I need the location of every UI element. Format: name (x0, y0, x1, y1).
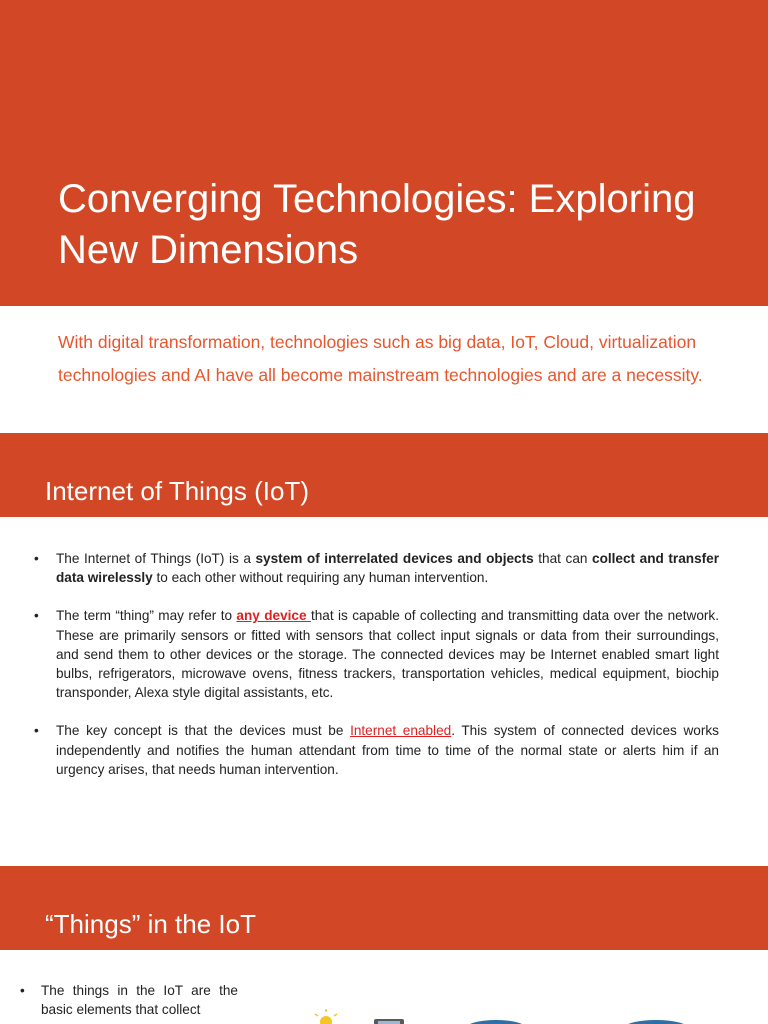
iot-devices-illustration (300, 1008, 740, 1024)
iot-bullet-key-concept (34, 721, 719, 779)
any-device-link[interactable]: any device (236, 608, 311, 624)
text-run: that is capable of collecting and transmitting data over the network. These are primarily sensors or fitted with sensors that collect input signals or data from their surroundings, and send them to other devices or the storage. The connected devices may be Internet enabled smart light bulbs, refrigerators, microwave ovens, fitness trackers, transportation vehicles, medical equipment, biochip transponder, Alexa style digital assistants, etc. (56, 608, 719, 701)
text-run: that can (533, 551, 593, 566)
text-run: The key concept is that the devices must be (56, 723, 351, 739)
hub-device-icon (624, 1020, 688, 1024)
things-bullet-basic-elements: • The things in the IoT are the basic elements that collect (20, 981, 238, 1019)
things-section-banner (0, 866, 768, 950)
text-run: to each other without requiring any human intervention. (152, 570, 489, 586)
bold-text-run: system of interrelated devices and objects (255, 551, 534, 566)
title-slide (0, 0, 768, 306)
iot-bullet-thing (34, 606, 719, 702)
cloud-device-icon (466, 1020, 526, 1024)
iot-bullet-list (34, 549, 719, 798)
presentation-title: Converging Technologies: Exploring New Dimensions (58, 177, 696, 272)
presentation-subtitle: With digital transformation, technologies such as big data, IoT, Cloud, virtualization technologies and AI have all become mainstream technologies and are a necessity. (58, 332, 703, 385)
appliance-icon (374, 1019, 404, 1024)
text-run: The Internet of Things (IoT) is a (56, 551, 256, 566)
bold-text-run: collect and transfer data wirelessly (56, 551, 720, 586)
internet-enabled-link[interactable]: Internet enabled (350, 723, 452, 739)
things-bullet-list (20, 981, 238, 1019)
text-run: . This system of connected devices works independently and notifies the human attendant from time to time of the normal state or alerts him if an urgency arises, that needs human intervention. (56, 723, 719, 777)
iot-section-banner (0, 433, 768, 517)
iot-bullet-definition (34, 549, 719, 587)
light-bulb-icon (315, 1009, 337, 1024)
iot-section-heading: Internet of Things (IoT) (45, 476, 309, 506)
text-run: The term “thing” may refer to (56, 608, 237, 624)
things-section-heading: “Things” in the IoT (45, 909, 256, 939)
